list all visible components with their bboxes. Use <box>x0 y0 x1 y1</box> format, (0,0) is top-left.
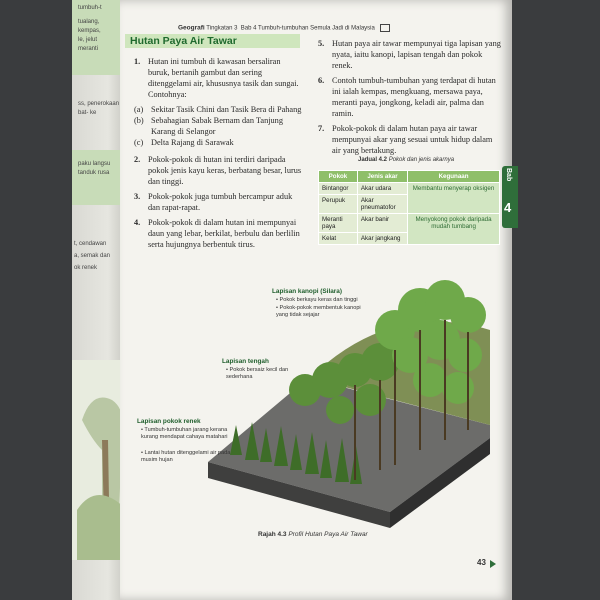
shrub-layer-item: • Lantai hutan ditenggelami air pada musim hujan <box>141 450 231 463</box>
book-icon <box>380 24 390 32</box>
sub-text: Sekitar Tasik Chini dan Tasik Bera di Pahang <box>151 105 302 114</box>
figure-caption <box>258 531 368 538</box>
point-text: Pokok-pokok juga tumbuh bercampur aduk dan rapat-rapat. <box>148 192 293 212</box>
middle-layer-item: • Pokok bersaiz kecil dan sederhana <box>226 367 289 380</box>
subject-label: Geografi <box>178 24 205 32</box>
point-number: 3. <box>134 192 141 201</box>
figure-caption-label: Rajah 4.3 <box>258 531 287 538</box>
adjacent-text: ok renek <box>74 265 98 271</box>
table-cell: Bintangor <box>319 183 358 195</box>
point-number: 4. <box>134 218 141 227</box>
point-number: 5. <box>318 39 325 48</box>
point-text: Hutan ini tumbuh di kawasan bersaliran buruk, bertanih gambut dan sering ditenggelami air, khususnya tasik dan sungai. Contohnya: <box>148 57 299 99</box>
point-number: 6. <box>318 76 325 85</box>
column-header: Pokok <box>319 171 358 183</box>
page-arrow-icon <box>490 560 496 568</box>
point-6 <box>318 75 502 119</box>
point-number: 1. <box>134 57 141 66</box>
table-header-row <box>319 171 500 183</box>
chapter-label: Bab 4 Tumbuh-tumbuhan Semula Jadi di Malaysia <box>240 25 375 32</box>
section-title: Hutan Paya Air Tawar <box>130 35 237 47</box>
point-text: Hutan paya air tawar mempunyai tiga lapisan yang nyata, iaitu kanopi, lapisan tengah dan pokok renek. <box>332 39 501 70</box>
column-header: Kegunaan <box>408 171 500 183</box>
table-row <box>319 214 500 233</box>
form-label: Tingkatan 3 <box>206 25 238 32</box>
table-cell: Akar jangkang <box>357 233 407 245</box>
sub-letter: (c) <box>134 138 144 147</box>
table-row <box>319 183 500 195</box>
page-number: 43 <box>477 558 486 567</box>
table-caption-label: Jadual 4.2 <box>358 157 388 163</box>
point-number: 7. <box>318 124 325 133</box>
sub-point-b <box>134 115 302 137</box>
roots-table <box>318 170 500 245</box>
table-cell: Akar pneumatofor <box>357 195 407 214</box>
sub-text: Delta Rajang di Sarawak <box>151 138 234 147</box>
right-column <box>318 38 502 160</box>
table-cell: Membantu menyerap oksigen <box>408 183 500 214</box>
point-1 <box>134 56 302 100</box>
adjacent-text: bat- ke <box>78 110 97 116</box>
figure-caption-text: Profil Hutan Paya Air Tawar <box>288 531 368 538</box>
point-3 <box>134 191 302 213</box>
sub-text: Sebahagian Sabak Bernam dan Tanjung Karang di Selangor <box>151 116 283 136</box>
adjacent-text: paku langsu <box>78 161 111 167</box>
adjacent-text: le, jelut <box>78 37 98 43</box>
sub-point-c <box>134 137 302 148</box>
point-7 <box>318 123 502 156</box>
canopy-layer-item: • Pokok berkayu keras dan tinggi <box>276 297 358 303</box>
point-4 <box>134 217 302 250</box>
table-caption <box>358 157 454 163</box>
table-cell: Menyokong pokok daripada mudah tumbang <box>408 214 500 245</box>
chapter-tab-label: Bab <box>505 168 512 182</box>
column-header: Jenis akar <box>357 171 407 183</box>
shrub-layer-title: Lapisan pokok renek <box>137 418 201 425</box>
point-2 <box>134 154 302 187</box>
shrub-layer-item: • Tumbuh-tumbuhan jarang kerana kurang mendapat cahaya matahari <box>141 427 228 440</box>
table-cell: Perupuk <box>319 195 358 214</box>
running-head <box>178 24 488 32</box>
middle-layer-title: Lapisan tengah <box>222 358 269 365</box>
point-text: Pokok-pokok di dalam hutan ini mempunyai daun yang lebar, berkilat, berbulu dan berlilin serta hujungnya berbentuk tirus. <box>148 218 300 249</box>
adjacent-text: t, cendawan <box>74 241 107 247</box>
adjacent-text: ss, penerokaan <box>78 101 120 107</box>
sub-letter: (a) <box>134 105 144 114</box>
canopy-layer-title: Lapisan kanopi (Silara) <box>272 288 342 295</box>
table-caption-text: Pokok dan jenis akarnya <box>388 157 455 163</box>
adjacent-text: tualang, <box>78 19 100 25</box>
left-column <box>134 56 302 254</box>
sub-point-a <box>134 104 302 115</box>
adjacent-text: a, semak dan <box>74 253 111 259</box>
point-5 <box>318 38 502 71</box>
table-cell: Kelat <box>319 233 358 245</box>
sub-letter: (b) <box>134 116 144 125</box>
chapter-tab-number: 4 <box>504 200 512 215</box>
point-number: 2. <box>134 155 141 164</box>
table-cell: Akar udara <box>357 183 407 195</box>
adjacent-text: tanduk rusa <box>78 170 110 176</box>
table-cell: Akar banir <box>357 214 407 233</box>
point-text: Pokok-pokok di hutan ini terdiri daripada pokok jenis kayu keras, berbatang besar, lurus dan tinggi. <box>148 155 302 186</box>
canopy-layer-item: • Pokok-pokok membentuk kanopi yang tidak sejajar <box>276 305 361 318</box>
point-text: Contoh tumbuh-tumbuhan yang terdapat di hutan ini ialah kempas, mengkuang, mersawa paya, meranti paya, jongkong, keladi air, palma dan ramin. <box>332 76 496 118</box>
table-cell: Meranti paya <box>319 214 358 233</box>
adjacent-text: tumbuh-t <box>78 5 102 11</box>
point-text: Pokok-pokok di dalam hutan paya air tawar mempunyai akar yang sesuai untuk hidup dalam air yang bertakung. <box>332 124 493 155</box>
adjacent-text: kempas, <box>78 28 101 34</box>
adjacent-text: meranti <box>78 46 99 52</box>
